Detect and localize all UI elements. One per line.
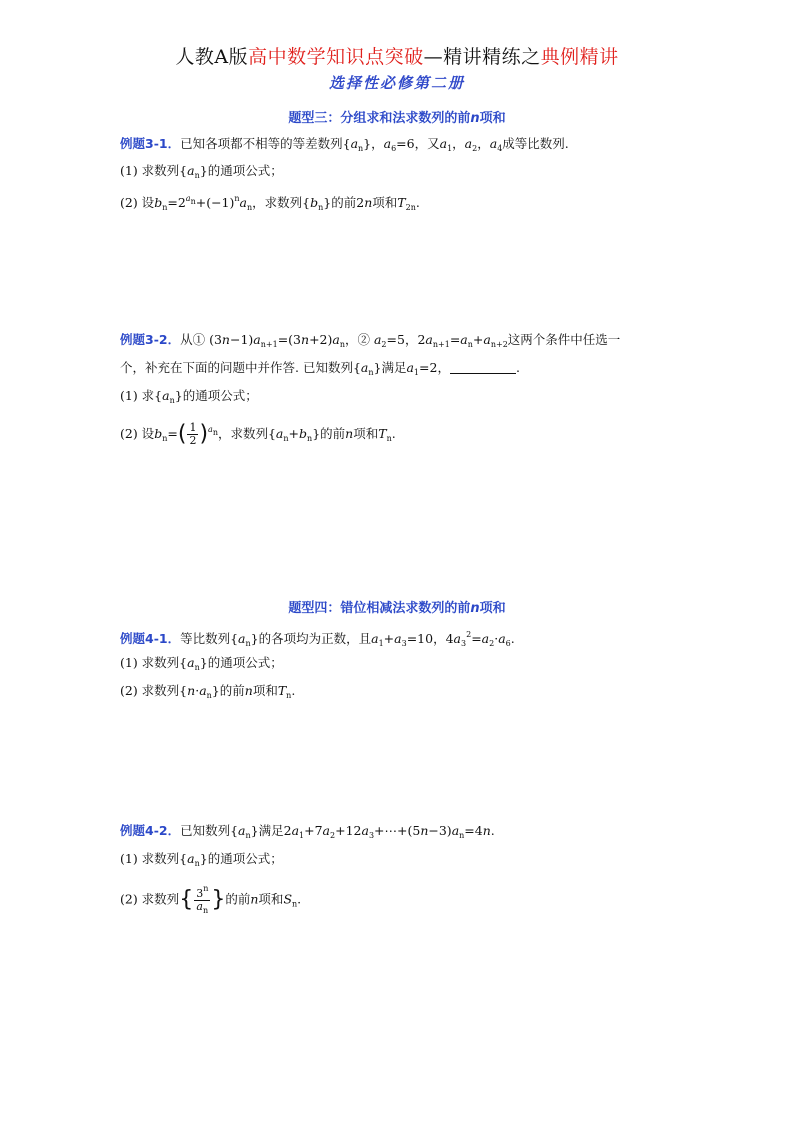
example-3-1-question-2: (2) 设$b_n=2^{a_n}+(-1)^na_n$，求数列$\{b_n\}$的前2n项和$T_{2n}$.	[120, 194, 420, 212]
example-3-1-question-1: (1) 求数列$\{a_n\}$的通项公式；	[120, 163, 283, 180]
example-3-2-stem-line-2: 个，补充在下面的问题中并作答. 已知数列$\{a_n\}$满足$a_1=2$， .	[120, 360, 520, 377]
document-title	[0, 42, 794, 69]
example-3-2-question-1: (1) 求$\{a_n\}$的通项公式；	[120, 388, 258, 405]
title-part-topic: 高中数学知识点突破	[248, 46, 424, 68]
example-4-1-question-1: (1) 求数列$\{a_n\}$的通项公式；	[120, 655, 283, 672]
example-4-2-question-1: (1) 求数列$\{a_n\}$的通项公式；	[120, 851, 283, 868]
example-4-1-stem: 例题4-1．等比数列$\{a_n\}$的各项均为正数，且$a_1+a_3=10$，$4a_3^2=a_2\cdot a_6$.	[120, 630, 515, 648]
fraction-one-half: $\frac{1}{2}$	[189, 421, 197, 447]
title-part-edition: 人教A版	[175, 46, 249, 68]
fraction-3n-over-an: $\frac{3^n}{a_n}$	[196, 884, 209, 915]
example-3-2-label: 例题3-2．	[120, 332, 181, 347]
example-3-1-label: 例题3-1．	[120, 136, 181, 151]
example-3-2-question-2: (2) 设$b_n=$( $\frac{1}{2}$ )$^{a_n}$，求数列$\{a_n+b_n\}$的前n项和$T_n$.	[120, 421, 396, 447]
answer-blank	[450, 361, 516, 374]
section-heading-4: 题型四：错位相减法求数列的前n项和	[288, 601, 506, 616]
title-part-series: —精讲精练之	[423, 46, 541, 68]
example-3-2-stem-line-1: 例题3-2．从① $(3n-1)a_{n+1}=(3n+2)a_n$，② $a_2=5$，$2a_{n+1}=a_n+a_{n+2}$这两个条件中任选一	[120, 332, 621, 349]
document-subtitle: 选择性必修第二册	[328, 74, 465, 92]
example-4-2-label: 例题4-2．	[120, 823, 181, 838]
example-4-2-question-2: (2) 求数列{ $\frac{3^n}{a_n}$ }的前n项和$S_n$.	[120, 884, 302, 915]
example-4-1-label: 例题4-1．	[120, 631, 181, 646]
title-part-section: 典例精讲	[540, 46, 619, 68]
example-3-1-stem: 例题3-1．已知各项都不相等的等差数列$\{a_n\}$，$a_6=6$，又$a_1$，$a_2$，$a_4$成等比数列.	[120, 136, 569, 153]
section-heading-3: 题型三：分组求和法求数列的前n项和	[288, 111, 506, 126]
example-4-2-stem: 例题4-2．已知数列$\{a_n\}$满足$2a_1+7a_2+12a_3+\cdots+(5n-3)a_n=4n$.	[120, 823, 495, 840]
example-4-1-question-2: (2) 求数列$\{n\cdot a_n\}$的前n项和$T_n$.	[120, 683, 296, 700]
